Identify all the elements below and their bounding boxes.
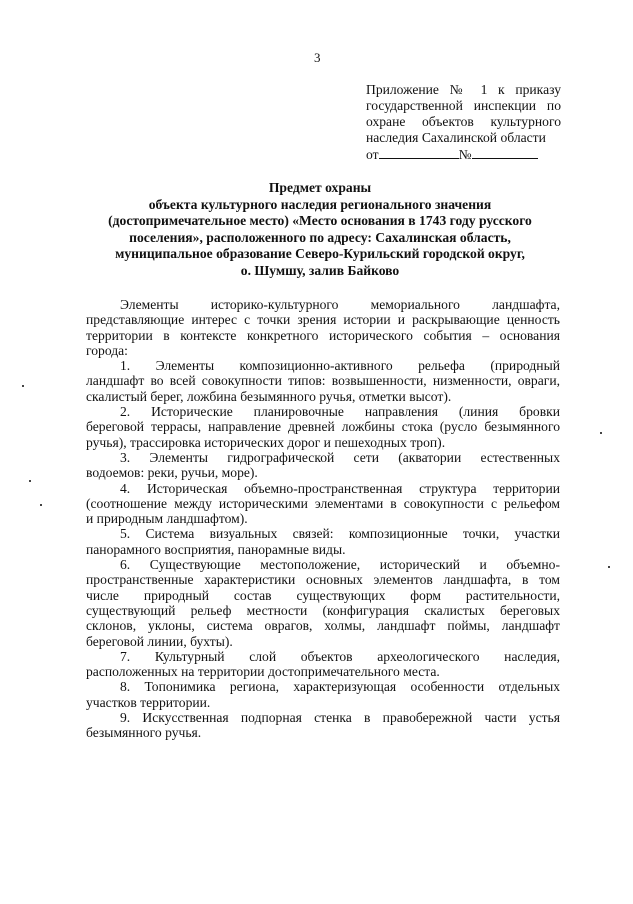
appendix-line: государственной инспекции по (366, 98, 561, 113)
title-line: поселения», расположенного по адресу: Сахалинская область, (129, 229, 511, 245)
item-line: склонов, уклоны, система оврагов, холмы, ландшафт поймы, ландшафт (86, 618, 560, 634)
appendix-line: наследия Сахалинской области (366, 130, 546, 145)
intro-line: территории в контексте конкретного исторического события – основания (86, 327, 560, 343)
title-line: муниципальное образование Северо-Курильский городской округ, (115, 246, 525, 261)
item-line: числе природный состав существующих форм растительности, (86, 587, 560, 603)
intro-line: Элементы историко-культурного мемориального ландшафта, (120, 297, 560, 312)
item-line: 5. Система визуальных связей: композиционные точки, участки (120, 526, 560, 542)
item-line: 2. Исторические планировочные направления (линия бровки (120, 404, 560, 420)
number-sign: № (458, 147, 472, 162)
item-line: береговой террасы, направление древней ложбины стока (русло безымянного (86, 419, 560, 435)
title-line: (достопримечательное место) «Место основания в 1743 году русского (108, 213, 532, 228)
title-line: Предмет охраны (268, 180, 372, 195)
item-line: ландшафт во всей совокупности типов: возвышенности, низменности, овраги, (86, 373, 560, 389)
item-line: расположенных на территории достопримечательного места. (86, 664, 440, 680)
scan-speck (600, 432, 602, 434)
item-line: 1. Элементы композиционно-активного рельефа (природный (120, 358, 560, 374)
item-line: 8. Топонимика региона, характеризующая особенности отдельных (120, 679, 560, 695)
item-line: панорамного восприятия, панорамные виды. (86, 541, 346, 557)
list-item (86, 710, 560, 741)
scan-speck (29, 480, 31, 482)
list-item (86, 481, 560, 527)
item-line: участков территории. (86, 694, 211, 710)
list-item (86, 450, 560, 481)
item-line: безымянного ручья. (86, 725, 202, 741)
list-item (86, 404, 560, 450)
title-line: объекта культурного наследия регионального значения (148, 196, 492, 212)
item-line: пространственные характеристики основных элементов ландшафта, в том (86, 572, 560, 588)
item-line: 4. Историческая объемно-пространственная структура территории (120, 480, 560, 496)
number-blank (472, 146, 538, 159)
list-item (86, 358, 560, 404)
item-line: скалистый берег, ложбина безымянного ручья, отметки высот). (86, 388, 452, 404)
item-line: береговой линии, бухты). (86, 633, 233, 649)
page-number: 3 (314, 50, 321, 65)
item-line: 9. Искусственная подпорная стенка в правобережной части устья (120, 710, 560, 726)
date-blank (379, 146, 459, 159)
item-line: и природным ландшафтом). (86, 511, 248, 527)
list-item (86, 557, 560, 649)
date-prefix: от (366, 147, 379, 162)
appendix-line: охране объектов культурного (366, 114, 561, 129)
item-line: водоемов: реки, ручьи, море). (86, 465, 258, 481)
item-line: существующий рельеф местности (конфигурация скалистых береговых (86, 602, 560, 618)
list-item (86, 649, 560, 680)
scan-speck (22, 385, 24, 387)
appendix-date-line (366, 146, 561, 163)
appendix-line: Приложение № 1 к приказу (366, 82, 561, 97)
intro-line: города: (86, 342, 128, 358)
intro-paragraph (86, 297, 560, 358)
title-line: о. Шумшу, залив Байково (240, 262, 400, 278)
scan-speck (40, 504, 42, 506)
item-line: 6. Существующие местоположение, исторический и объемно- (120, 557, 560, 573)
list-item (86, 679, 560, 710)
appendix-header (366, 82, 561, 163)
document-body (86, 297, 560, 741)
item-line: ручья), трассировка исторических дорог и пешеходных троп). (86, 434, 446, 450)
list-item (86, 526, 560, 557)
scan-speck (608, 566, 610, 568)
document-title (60, 180, 580, 279)
item-line: 3. Элементы гидрографической сети (акватории естественных (120, 449, 560, 465)
item-line: (соотношение между историческими элементами в совокупности с рельефом (86, 495, 560, 511)
item-line: 7. Культурный слой объектов археологического наследия, (120, 648, 560, 664)
intro-line: представляющие интерес с точки зрения истории и раскрывающие ценность (86, 312, 560, 328)
